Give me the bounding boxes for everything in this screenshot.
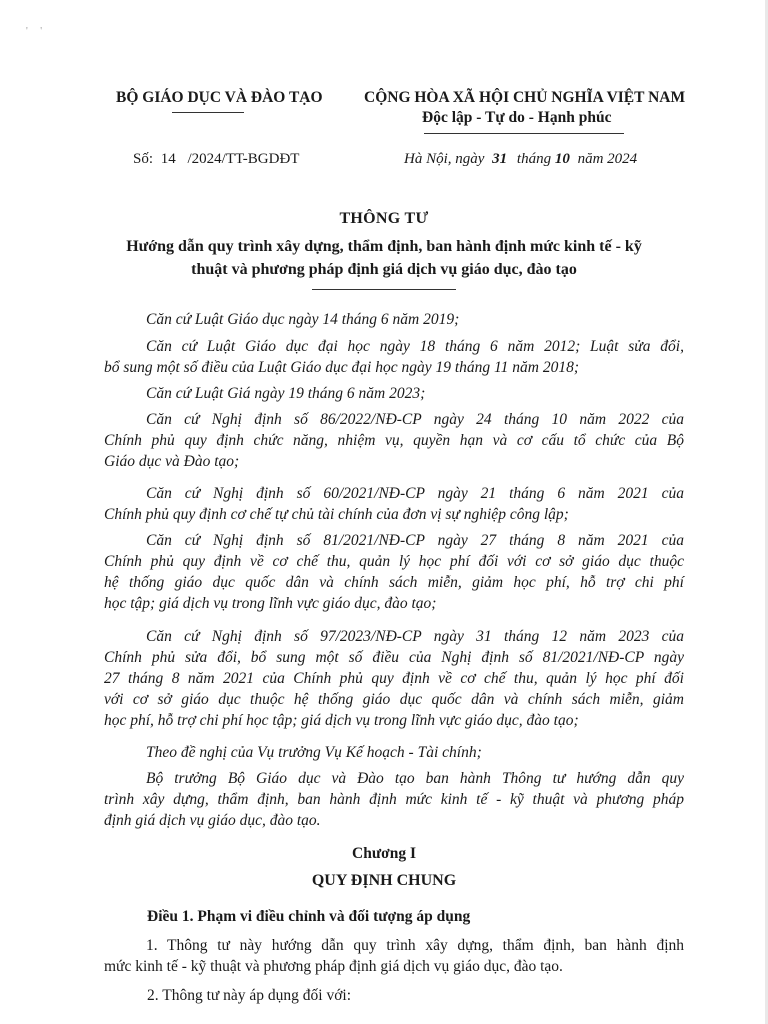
- clause-1-line-2: mức kinh tế - kỹ thuật và phương pháp định giá dịch vụ giáo dục, đào tạo.: [104, 958, 563, 975]
- preamble-line: Theo đề nghị của Vụ trưởng Vụ Kế hoạch - Tài chính;: [146, 744, 482, 761]
- date-year: năm 2024: [577, 151, 638, 167]
- ministry-underline: [172, 112, 244, 113]
- clause-1-line-1: 1. Thông tư này hướng dẫn quy trình xây dựng, thẩm định, ban hành định: [146, 937, 684, 954]
- preamble-line: trình xây dựng, thẩm định, ban hành định mức kinh tế - kỹ thuật và phương pháp: [104, 791, 684, 808]
- preamble-line: học tập; giá dịch vụ trong lĩnh vực giáo dục, đào tạo;: [104, 595, 437, 612]
- date-prefix: Hà Nội, ngày: [404, 151, 485, 167]
- subject-line-2: thuật và phương pháp định giá dịch vụ giáo dục, đào tạo: [191, 261, 577, 278]
- preamble-line: Chính phủ sửa đổi, bổ sung một số điều của Nghị định số 81/2021/NĐ-CP ngày: [104, 649, 684, 666]
- date-month: 10: [554, 151, 570, 167]
- chapter-title: QUY ĐỊNH CHUNG: [311, 872, 457, 889]
- title-underline: [312, 289, 456, 290]
- article-1-heading: Điều 1. Phạm vi điều chỉnh và đối tượng áp dụng: [147, 908, 471, 925]
- preamble-line: Chính phủ quy định về cơ chế thu, quản lý học phí đối với cơ sở giáo dục thuộc: [104, 553, 684, 570]
- preamble-paragraph: [104, 530, 684, 614]
- preamble-paragraph: [104, 742, 684, 763]
- ministry-name: BỘ GIÁO DỤC VÀ ĐÀO TẠO: [116, 89, 323, 106]
- document-number: [133, 151, 299, 168]
- national-motto: Độc lập - Tự do - Hạnh phúc: [422, 109, 612, 126]
- preamble-line: định giá dịch vụ giáo dục, đào tạo.: [104, 812, 321, 829]
- preamble-line: học phí, hỗ trợ chi phí học tập; giá dịch vụ trong lĩnh vực giáo dục, đào tạo;: [104, 712, 579, 729]
- scan-mark: ' ': [26, 26, 43, 37]
- preamble-paragraph: [104, 483, 684, 525]
- preamble-paragraph: [104, 768, 684, 831]
- preamble-line: Căn cứ Luật Giá ngày 19 tháng 6 năm 2023;: [146, 385, 426, 402]
- issue-date: [404, 151, 637, 168]
- subject-line-1: Hướng dẫn quy trình xây dựng, thẩm định, ban hành định mức kinh tế - kỹ: [126, 238, 642, 255]
- preamble-line: Căn cứ Luật Giáo dục đại học ngày 18 tháng 6 năm 2012; Luật sửa đổi,: [146, 338, 684, 355]
- preamble-paragraph: [104, 626, 684, 731]
- preamble-line: Căn cứ Nghị định số 60/2021/NĐ-CP ngày 21 tháng 6 năm 2021 của: [146, 485, 684, 502]
- preamble-line: Căn cứ Luật Giáo dục ngày 14 tháng 6 năm 2019;: [146, 311, 460, 328]
- preamble-paragraph: [104, 309, 684, 330]
- motto-underline: [424, 133, 624, 134]
- date-day: 31: [492, 151, 508, 167]
- document-type: THÔNG TƯ: [339, 210, 429, 227]
- article-1-clause-2: 2. Thông tư này áp dụng đối với:: [147, 987, 352, 1004]
- preamble-line: Căn cứ Nghị định số 81/2021/NĐ-CP ngày 27 tháng 8 năm 2021 của: [146, 532, 684, 549]
- preamble-line: với cơ sở giáo dục thuộc hệ thống giáo dục quốc dân và chính sách miễn, giảm: [104, 691, 684, 708]
- preamble-line: Bộ trưởng Bộ Giáo dục và Đào tạo ban hành Thông tư hướng dẫn quy: [146, 770, 684, 787]
- preamble-paragraph: [104, 383, 684, 404]
- date-month-label: tháng: [516, 151, 552, 167]
- number-prefix: Số:: [133, 151, 154, 167]
- preamble-line: Căn cứ Nghị định số 86/2022/NĐ-CP ngày 24 tháng 10 năm 2022 của: [146, 411, 684, 428]
- republic-name: CỘNG HÒA XÃ HỘI CHỦ NGHĨA VIỆT NAM: [364, 89, 686, 106]
- preamble-line: Giáo dục và Đào tạo;: [104, 453, 240, 470]
- preamble-line: bổ sung một số điều của Luật Giáo dục đại học ngày 19 tháng 11 năm 2018;: [104, 359, 580, 376]
- number-suffix: /2024/TT-BGDĐT: [187, 151, 300, 167]
- preamble-line: Chính phủ quy định cơ chế tự chủ tài chính của đơn vị sự nghiệp công lập;: [104, 506, 569, 523]
- preamble-line: Chính phủ quy định chức năng, nhiệm vụ, quyền hạn và cơ cấu tổ chức của Bộ: [104, 432, 684, 449]
- preamble-line: 27 tháng 8 năm 2021 của Chính phủ quy định về cơ chế thu, quản lý học phí đối: [104, 670, 684, 687]
- preamble-paragraph: [104, 409, 684, 472]
- chapter-label: Chương I: [352, 845, 416, 862]
- preamble-line: Căn cứ Nghị định số 97/2023/NĐ-CP ngày 31 tháng 12 năm 2023 của: [146, 628, 684, 645]
- article-1-clause-1: [104, 935, 684, 977]
- preamble-line: hệ thống giáo dục quốc dân và chính sách miễn, giảm học phí, hỗ trợ chi phí: [104, 574, 684, 591]
- number-value: 14: [160, 151, 176, 167]
- preamble-paragraph: [104, 336, 684, 378]
